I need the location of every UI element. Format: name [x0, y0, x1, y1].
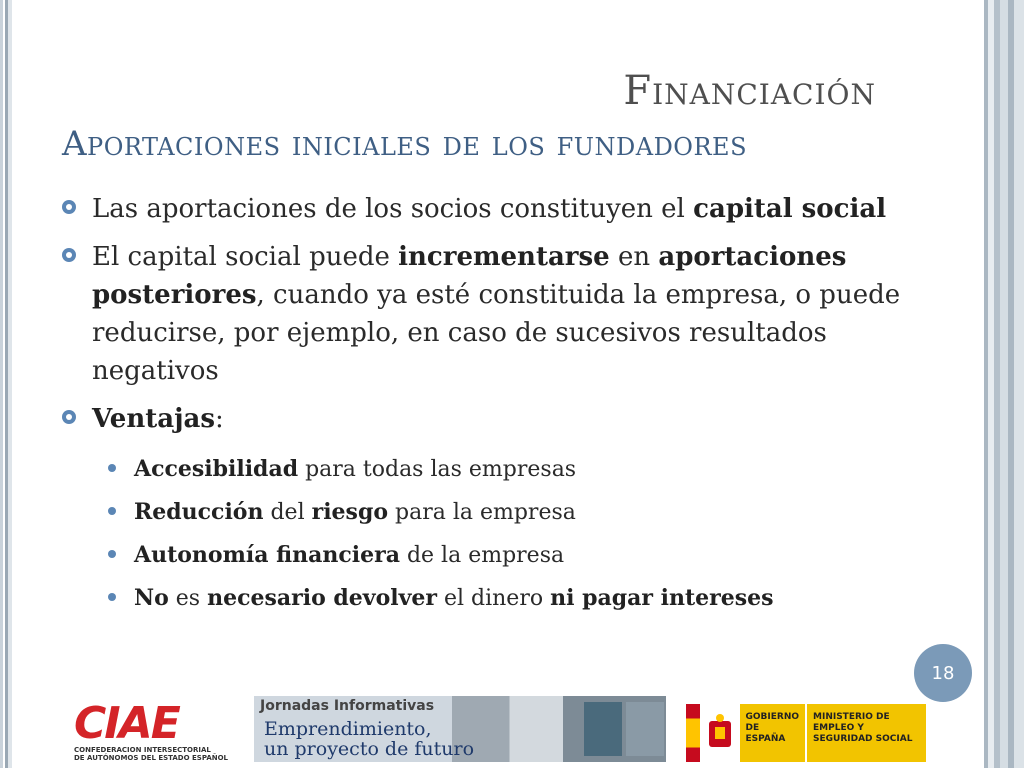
banner-line-2: un proyecto de futuro — [264, 738, 475, 760]
right-border-decoration — [980, 0, 1024, 768]
bullet-item — [62, 190, 902, 228]
slide-content — [62, 190, 902, 620]
bullet-text: El capital social puede incrementarse en aportaciones posteriores, cuando ya esté constituida la empresa, o puede reducirse, por ejemplo, en caso de sucesivos resultados negativos — [92, 242, 901, 386]
sub-bullet-dot-icon — [108, 464, 116, 472]
sub-bullet-text: Accesibilidad para todas las empresas — [134, 456, 577, 482]
banner-line-1: Emprendimiento, — [264, 718, 432, 740]
slide-title: Financiación — [623, 68, 876, 114]
sub-bullet-text: No es necesario devolver el dinero ni pagar intereses — [134, 585, 774, 611]
sub-bullet-item — [62, 577, 902, 620]
slide-subtitle: Aportaciones iniciales de los fundadores — [62, 124, 748, 164]
bullet-text: Las aportaciones de los socios constituyen el capital social — [92, 194, 887, 224]
sub-bullet-item — [62, 448, 902, 491]
gobierno-label: GOBIERNO DE ESPAÑA — [740, 704, 806, 762]
bullet-ring-icon — [62, 200, 76, 214]
page-number-badge: 18 — [914, 644, 972, 702]
ministerio-label: MINISTERIO DE EMPLEO Y SEGURIDAD SOCIAL — [807, 704, 926, 762]
left-border-decoration — [0, 0, 12, 768]
bullet-item — [62, 238, 902, 390]
ciae-subtitle-1: CONFEDERACION INTERSECTORIAL — [74, 746, 211, 754]
sub-bullet-dot-icon — [108, 507, 116, 515]
sub-bullet-text: Autonomía financiera de la empresa — [134, 542, 565, 568]
sub-bullet-dot-icon — [108, 550, 116, 558]
sub-bullet-text: Reducción del riesgo para la empresa — [134, 499, 576, 525]
banner-heading: Jornadas Informativas — [260, 698, 435, 714]
ciae-subtitle-2: DE AUTÓNOMOS DEL ESTADO ESPAÑOL — [74, 754, 229, 762]
sub-bullet-item — [62, 491, 902, 534]
spain-flag-icon — [686, 704, 700, 762]
bullet-ring-icon — [62, 410, 76, 424]
bullet-item — [62, 400, 902, 438]
ciae-logo-text: CIAE — [74, 698, 179, 749]
bullet-ring-icon — [62, 248, 76, 262]
banner-photo-tile — [584, 702, 622, 756]
coat-of-arms-icon — [700, 704, 740, 762]
sub-bullet-dot-icon — [108, 593, 116, 601]
jornadas-banner — [254, 696, 666, 762]
footer-logos — [0, 690, 1024, 768]
ciae-logo — [74, 698, 244, 762]
banner-photo-tile — [626, 702, 664, 756]
bullet-text: Ventajas: — [92, 404, 224, 434]
government-logo — [686, 704, 926, 762]
sub-bullet-item — [62, 534, 902, 577]
